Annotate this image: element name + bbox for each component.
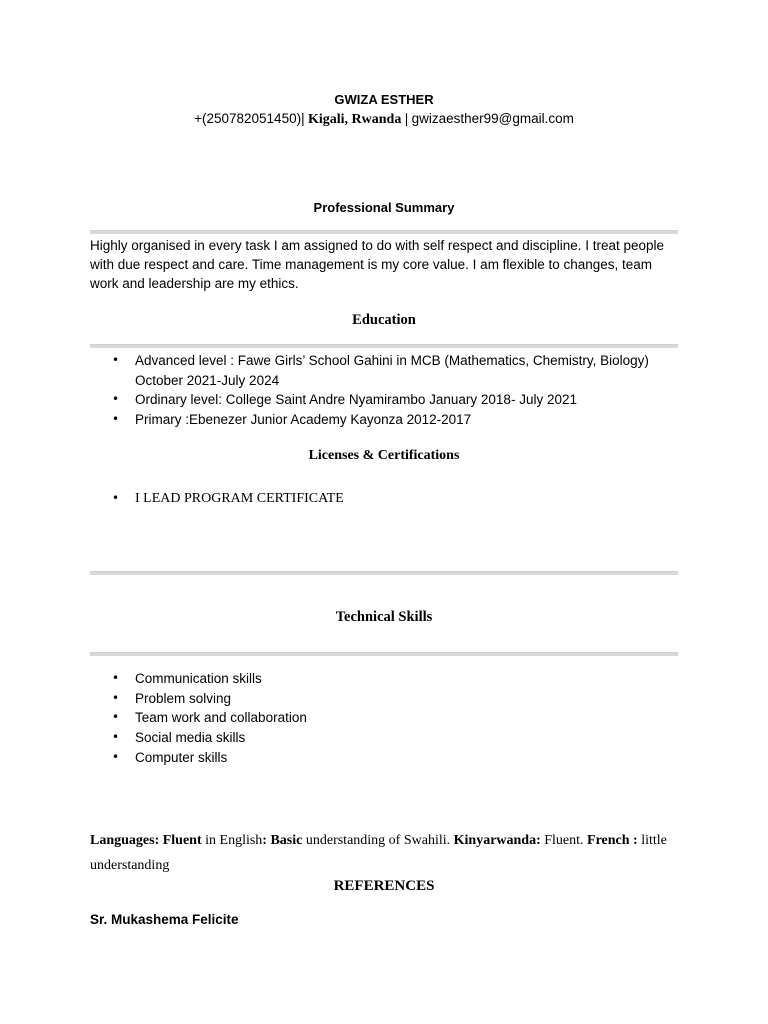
- licenses-heading: Licenses & Certifications: [308, 448, 460, 463]
- list-item: • Social media skills: [90, 728, 690, 748]
- contact-line: [0, 111, 768, 128]
- location: Kigali, Rwanda: [307, 112, 402, 127]
- languages-label: Languages:: [90, 833, 160, 848]
- candidate-name: GWIZA ESTHER: [334, 92, 434, 107]
- education-list: [90, 351, 690, 429]
- language-text: Fluent.: [544, 833, 584, 848]
- education-item-text: October 2021-July 2024: [135, 372, 280, 388]
- contact-separator: |: [404, 111, 409, 126]
- phone-number: +(250782051450)|: [194, 111, 305, 126]
- list-item: • Computer skills: [90, 748, 690, 768]
- skills-heading: Technical Skills: [335, 609, 433, 625]
- education-heading: Education: [352, 312, 416, 328]
- list-item: [90, 351, 690, 390]
- summary-line: Highly organised in every task I am assigned to do with self respect and discipline. I treat people: [90, 238, 665, 253]
- section-divider: [90, 571, 678, 575]
- section-divider: [90, 230, 678, 234]
- summary-heading: Professional Summary: [313, 200, 455, 215]
- section-divider: [90, 652, 678, 656]
- list-item: • Team work and collaboration: [90, 708, 690, 728]
- languages-line: [90, 828, 690, 853]
- education-item-text: • Advanced level : Fawe Girls’ School Gahini in MCB (Mathematics, Chemistry, Biology): [135, 353, 649, 368]
- list-item: • Ordinary level: College Saint Andre Nyamirambo January 2018- July 2021: [90, 390, 690, 410]
- languages-paragraph: [90, 828, 690, 878]
- languages-line: understanding: [90, 858, 170, 873]
- list-item: • I LEAD PROGRAM CERTIFICATE: [90, 489, 690, 508]
- language-name: Kinyarwanda:: [453, 833, 541, 848]
- summary-line: work and leadership are my ethics.: [90, 276, 299, 291]
- list-item: • Communication skills: [90, 669, 690, 689]
- language-level: Basic: [270, 833, 303, 848]
- language-colon: :: [262, 833, 267, 848]
- summary-line: with due respect and care. Time management is my core value. I am flexible to changes, team: [90, 257, 653, 272]
- section-divider: [90, 344, 678, 348]
- language-text: understanding of Swahili.: [305, 833, 451, 848]
- licenses-list: [90, 489, 690, 508]
- language-level: Fluent: [162, 833, 202, 848]
- skills-list: [90, 669, 690, 768]
- language-text: in English: [205, 833, 263, 848]
- list-item: • Primary :Ebenezer Junior Academy Kayonza 2012-2017: [90, 410, 690, 430]
- language-name: French :: [587, 833, 638, 848]
- references-heading: REFERENCES: [333, 878, 435, 894]
- email-address: gwizaesther99@gmail.com: [411, 111, 574, 126]
- language-text: little: [641, 833, 667, 848]
- list-item: • Problem solving: [90, 689, 690, 709]
- summary-text: [90, 236, 690, 293]
- reference-name: Sr. Mukashema Felicite: [90, 912, 239, 927]
